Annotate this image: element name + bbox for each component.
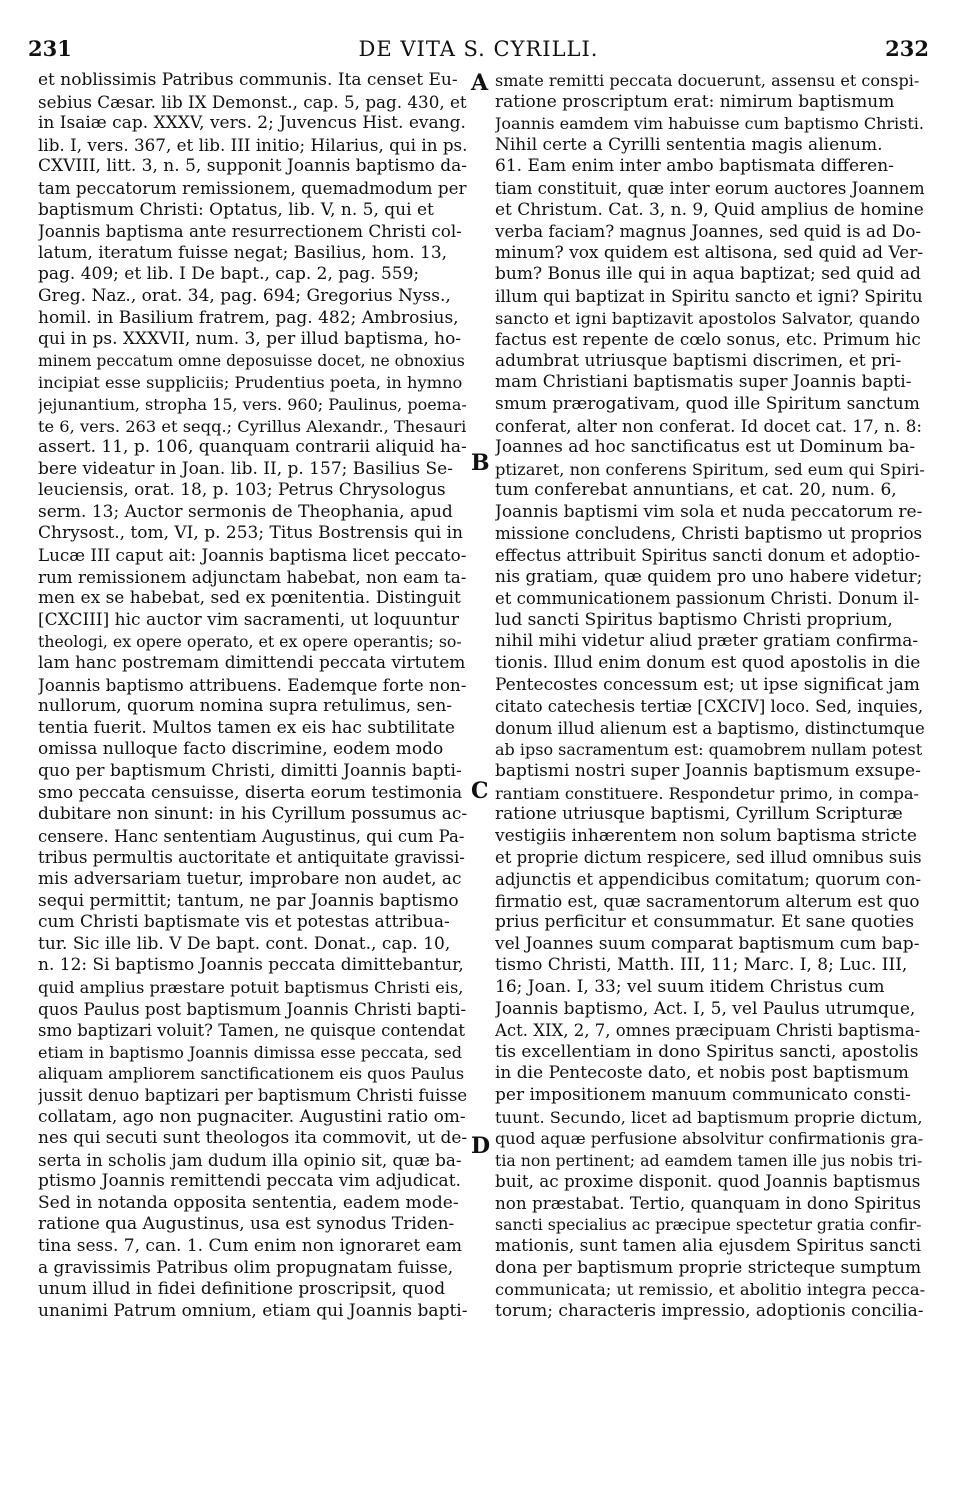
right-column-line: effectus attribuit Spiritus sancti donum et adoptio-	[495, 546, 921, 566]
right-column-line: et communicationem passionum Christi. Donum il-	[495, 589, 920, 609]
right-column-line: ratione proscriptum erat: nimirum baptismum	[495, 91, 895, 112]
left-column-line: in Isaiæ cap. XXXV, vers. 2; Juvencus Hist. evang.	[38, 113, 466, 134]
right-column-line: lud sancti Spiritus baptismo Christi proprium,	[495, 609, 893, 630]
left-column-line: assert. 11, p. 106, quanquam contrarii aliquid ha-	[38, 437, 467, 458]
right-column-line: Joannis baptismo, Act. I, 5, vel Paulus utrumque,	[495, 998, 916, 1019]
right-column-line: Act. XIX, 2, 7, omnes præcipuam Christi baptisma-	[495, 1021, 921, 1041]
left-column-line: homil. in Basilium fratrem, pag. 482; Ambrosius,	[38, 307, 459, 328]
right-column-line: in die Pentecoste dato, et nobis post baptismum	[495, 1063, 909, 1084]
right-column-line: nis gratiam, quæ quidem pro uno habere videtur;	[495, 566, 923, 587]
right-column-line: tuunt. Secundo, licet ad baptismum proprie dictum,	[495, 1107, 923, 1127]
left-column-line: quo per baptismum Christi, dimitti Joannis bapti-	[38, 761, 462, 781]
left-column	[38, 70, 467, 1322]
left-column-line: lib. I, vers. 367, et lib. III initio; Hilarius, qui in ps.	[38, 134, 467, 155]
right-column-line: sancti specialius ac præcipue spectetur gratia confir-	[495, 1215, 922, 1235]
right-column-line: 16; Joan. I, 33; vel suum itidem Christus cum	[495, 976, 885, 997]
left-column-line: qui in ps. XXXVII, num. 3, per illud baptisma, ho-	[38, 329, 462, 350]
right-column-line: verba faciam? magnus Joannes, sed quid is ad Do-	[495, 221, 922, 242]
right-column-line: firmatio est, quæ sacramentorum alterum est quo	[495, 890, 920, 911]
left-column-line: tina sess. 7, can. 1. Cum enim non ignoraret eam	[38, 1236, 462, 1257]
right-column-line: mationis, sunt tamen alia ejusdem Spiritus sancti	[495, 1236, 922, 1257]
margin-letter-d: D	[471, 1133, 491, 1159]
left-column-line: censere. Hanc sententiam Augustinus, qui cum Pa-	[38, 826, 465, 846]
left-column-line: serta in scholis jam dudum illa opinio sit, quæ ba-	[38, 1149, 462, 1170]
right-column-line: ratione utriusque baptismi, Cyrillum Scripturæ	[495, 804, 903, 825]
left-column-line: unum illud in fidei definitione proscripsit, quod	[38, 1279, 446, 1300]
left-column-line: latum, iteratum fuisse negat; Basilius, hom. 13,	[38, 242, 448, 263]
right-column-line: minum? vox quidem est altisona, sed quid ad Ver-	[495, 242, 924, 263]
right-column-line: tum conferebat annuntians, et cat. 20, num. 6,	[495, 480, 897, 501]
left-column-line: aliquam ampliorem sanctificationem eis quos Paulus	[38, 1064, 465, 1084]
right-column-line: vestigiis inhærentem non solum baptisma stricte	[495, 825, 917, 846]
left-column-line: tentia fuerit. Multos tamen ex eis hac subtilitate	[38, 717, 455, 738]
running-title: DE VITA S. CYRILLI.	[358, 37, 599, 61]
left-column-line: incipiat esse suppliciis; Prudentius poeta, in hymno	[38, 373, 463, 393]
left-column-line: lam hanc postremam dimittendi peccata virtutem	[38, 653, 466, 674]
right-column-line: tis excellentiam in dono Spiritus sancti, apostolis	[495, 1041, 919, 1062]
right-column-line: smate remitti peccata docuerunt, assensu et conspi-	[495, 71, 920, 90]
right-column-line: sancto et igni baptizavit apostolos Salvator, quando	[495, 308, 921, 328]
right-column-line: bum? Bonus ille qui in aqua baptizat; sed quid ad	[495, 264, 921, 285]
left-column-line: pag. 409; et lib. I De bapt., cap. 2, pag. 559;	[38, 264, 420, 285]
right-column-line: smum prærogativam, quod ille Spiritum sanctum	[495, 393, 920, 414]
right-column-line: prius perficitur et consummatur. Et sane quoties	[495, 912, 915, 933]
right-column-line: conferat, alter non conferat. Id docet cat. 17, n. 8:	[495, 415, 923, 436]
left-column-line: rum remissionem adjunctam habebat, non eam ta-	[38, 566, 467, 587]
left-column-line: n. 12: Si baptismo Joannis peccata dimittebantur,	[38, 955, 464, 976]
margin-letter-a: A	[471, 70, 489, 96]
left-column-line: tam peccatorum remissionem, quemadmodum per	[38, 177, 467, 198]
right-column-line: tia non pertinent; ad eamdem tamen ille jus nobis tri-	[495, 1150, 923, 1170]
right-column-line: tiam constituit, quæ inter eorum auctores Joannem	[495, 178, 925, 198]
page-number-left: 231	[28, 36, 72, 61]
right-column-line: illum qui baptizat in Spiritu sancto et igni? Spiritu	[495, 285, 923, 306]
right-column-line: ptizaret, non conferens Spiritum, sed eum qui Spiri-	[495, 459, 925, 479]
right-column-line: tismo Christi, Matth. III, 11; Marc. I, 8; Luc. III,	[495, 955, 908, 976]
margin-letter-c: C	[471, 778, 489, 804]
left-column-line: nes qui secuti sunt theologos ita commovit, ut de-	[38, 1128, 467, 1149]
page-number-right: 232	[885, 36, 929, 61]
left-column-line: te 6, vers. 263 et seqq.; Cyrillus Alexandr., Thesauri	[38, 416, 467, 436]
right-column-line: adumbrat utriusque baptismi discrimen, et pri-	[495, 350, 902, 371]
right-column-line: communicata; ut remissio, et abolitio integra pecca-	[495, 1280, 925, 1300]
left-column-line: quos Paulus post baptismum Joannis Christi bapti-	[38, 998, 467, 1019]
left-column-line: collatam, ago non pugnaciter. Augustini ratio om-	[38, 1106, 466, 1127]
left-column-line: baptismum Christi: Optatus, lib. V, n. 5, qui et	[38, 199, 434, 220]
right-column-line: et Christum. Cat. 3, n. 9, Quid amplius de homine	[495, 199, 924, 220]
left-column-line: Greg. Naz., orat. 34, pag. 694; Gregorius Nyss.,	[38, 285, 451, 306]
right-column-line: adjunctis et appendicibus comitatum; quorum con-	[495, 869, 922, 889]
right-column-line: 61. Eam enim inter ambo baptismata differen-	[495, 156, 894, 177]
right-column-line: vel Joannes suum comparat baptismum cum bap-	[495, 933, 920, 954]
left-column-line: tur. Sic ille lib. V De bapt. cont. Donat., cap. 10,	[38, 933, 451, 954]
right-column-line: baptismi nostri super Joannis baptismum exsupe-	[495, 761, 921, 781]
left-column-line: minem peccatum omne deposuisse docet, ne obnoxius	[38, 351, 465, 370]
left-column-line: tribus permultis auctoritate et antiquitate gravissi-	[38, 848, 465, 868]
left-column-line: Sed in notanda opposita sententia, eadem mode-	[38, 1192, 459, 1213]
left-column-line: leuciensis, orat. 18, p. 103; Petrus Chrysologus	[38, 480, 446, 501]
left-column-line: Joannis baptisma ante resurrectionem Christi col-	[38, 221, 462, 242]
right-column-line: Joannis eamdem vim habuisse cum baptismo Christi.	[495, 114, 925, 134]
left-column-line: Joannis baptismo attribuens. Eademque forte non-	[38, 674, 467, 695]
left-column-line: dubitare non sinunt: in his Cyrillum possumus ac-	[38, 804, 467, 825]
right-column-line: missione concludens, Christi baptismo ut proprios	[495, 523, 923, 544]
left-column-line: cum Christi baptismate vis et potestas attribua-	[38, 912, 450, 933]
right-column-line: nihil mihi videtur aliud præter gratiam confirma-	[495, 631, 919, 652]
right-column-line: tionis. Illud enim donum est quod apostolis in die	[495, 653, 921, 674]
left-column-line: jejunantium, stropha 15, vers. 960; Paulinus, poema-	[38, 394, 467, 414]
left-column-line: quid amplius præstare potuit baptismus Christi eis,	[38, 977, 464, 997]
right-column-line: ab ipso sacramentum est: quamobrem nullam potest	[495, 740, 923, 760]
left-column-line: mis adversariam tuetur, improbare non audet, ac	[38, 868, 462, 889]
right-column-line: per impositionem manuum communicato consti-	[495, 1084, 911, 1105]
right-column-line: Joannes ad hoc sanctificatus est ut Dominum ba-	[495, 437, 916, 458]
right-column-line: Joannis baptismi vim sola et nuda peccatorum re-	[495, 501, 923, 522]
left-column-line: sebius Cæsar. lib IX Demonst., cap. 5, pag. 430, et	[38, 91, 467, 112]
left-column-line: unanimi Patrum omnium, etiam qui Joannis bapti-	[38, 1300, 467, 1321]
right-column-line: factus est repente de cœlo sonus, etc. Primum hic	[495, 329, 921, 350]
left-column-line: a gravissimis Patribus olim propugnatam fuisse,	[38, 1257, 454, 1278]
right-column-line: buit, ac proxime disponit. quod Joannis baptismus	[495, 1171, 921, 1192]
left-column-line: men ex se habebat, sed ex pœnitentia. Distinguit	[38, 588, 461, 609]
left-column-line: jussit denuo baptizari per baptismum Christi fuisse	[38, 1085, 467, 1105]
right-column-line: non præstabat. Tertio, quanquam in dono Spiritus	[495, 1192, 921, 1213]
right-column-line: Nihil certe a Cyrilli sententia magis alienum.	[495, 134, 883, 155]
right-column-line: donum illud alienum est a baptismo, distinctumque	[495, 718, 925, 738]
left-column-line: omissa nulloque facto discrimine, eodem modo	[38, 739, 444, 760]
right-column-line: rantiam constituere. Respondetur primo, in compa-	[495, 783, 920, 803]
right-column-line: torum; characteris impressio, adoptionis concilia-	[495, 1300, 924, 1321]
left-column-line: nullorum, quorum nomina supra retulimus, sen-	[38, 696, 453, 717]
left-column-line: ptismo Joannis remittendi peccata vim adjudicat.	[38, 1171, 461, 1192]
left-column-line: et noblissimis Patribus communis. Ita censet Eu-	[38, 70, 458, 90]
left-column-line: smo baptizari voluit? Tamen, ne quisque contendat	[38, 1021, 465, 1041]
margin-letter-b: B	[471, 450, 490, 476]
left-column-line: serm. 13; Auctor sermonis de Theophania, apud	[38, 501, 453, 522]
right-column-line: Pentecostes concessum est; ut ipse significat jam	[495, 674, 920, 695]
page-header	[28, 36, 929, 66]
left-column-line: CXVIII, litt. 3, n. 5, supponit Joannis baptismo da-	[38, 156, 467, 177]
left-column-line: etiam in baptismo Joannis dimissa esse peccata, sed	[38, 1042, 462, 1062]
left-column-line: [CXCIII] hic auctor vim sacramenti, ut loquuntur	[38, 609, 460, 630]
right-column-line: citato catechesis tertiæ [CXCIV] loco. Sed, inquies,	[495, 697, 924, 717]
left-column-line: sequi permittit; tantum, ne par Joannis baptismo	[38, 890, 459, 911]
right-column-line: et proprie dictum respicere, sed illud omnibus suis	[495, 848, 922, 868]
left-column-line: bere videatur in Joan. lib. II, p. 157; Basilius Se-	[38, 458, 453, 479]
left-column-line: smo peccata censuisse, diserta eorum testimonia	[38, 782, 463, 803]
right-column-line: dona per baptismum proprie stricteque sumptum	[495, 1257, 922, 1278]
right-column-line: mam Christiani baptismatis super Joannis bapti-	[495, 372, 912, 393]
right-column-line: quod aquæ perfusione absolvitur confirmationis gra-	[495, 1129, 924, 1149]
right-column	[495, 70, 925, 1322]
left-column-line: ratione qua Augustinus, usa est synodus Triden-	[38, 1214, 455, 1235]
left-column-line: Chrysost., tom, VI, p. 253; Titus Bostrensis qui in	[38, 523, 463, 544]
left-column-line: theologi, ex opere operato, et ex opere operantis; so-	[38, 632, 462, 652]
left-column-line: Lucæ III caput ait: Joannis baptisma licet peccato-	[38, 545, 467, 566]
